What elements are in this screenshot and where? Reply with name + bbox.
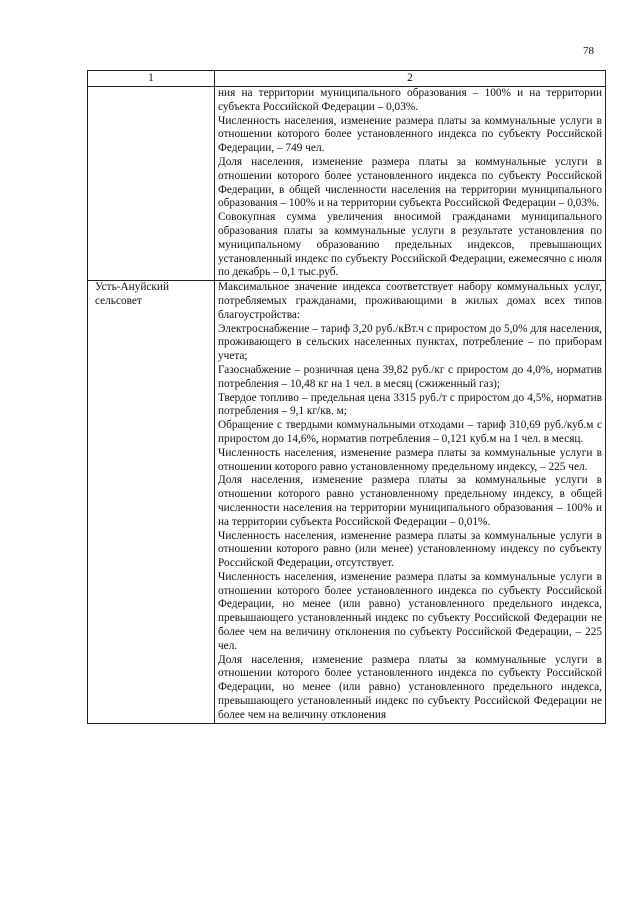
description-cell: [215, 281, 606, 724]
paragraph: Численность населения, изменение размера платы за коммунальные услуги в отношении которого более установленного индекса по субъекту Российской Федерации, но менее (или равно) установленного предельного индекса, превышающего установленный индекс по субъекту Российской Федерации не более чем на величину отклонения по субъекту Российской Федерации, – 225 чел.: [218, 570, 602, 652]
paragraph: Совокупная сумма увеличения вносимой гражданами муниципального образования платы за коммунальные услуги в результате установления по муниципальному образованию предельных индексов, превышающих установленный индекс по субъекту Российской Федерации, ежемесячно с июля по декабрь – 0,1 тыс.руб.: [218, 211, 602, 279]
paragraph: Электроснабжение – тариф 3,20 руб./кВт.ч с приростом до 5,0% для населения, проживающего в сельских населенных пунктах, потребление – по приборам учета;: [218, 322, 602, 363]
region-name: Усть-Ануйский сельсовет: [95, 281, 169, 307]
region-cell: [88, 87, 215, 281]
table-row: [88, 281, 606, 724]
paragraph: Доля населения, изменение размера платы за коммунальные услуги в отношении которого более установленного индекса по субъекту Российской Федерации, в общей численности населения на территории муниципального образования – 100% и на территории субъекта Российской Федерации – 0,03%.: [218, 155, 602, 210]
paragraph: Газоснабжение – розничная цена 39,82 руб./кг с приростом до 4,0%, норматив потребления – 10,48 кг на 1 чел. в месяц (сжиженный газ);: [218, 363, 602, 390]
paragraph: Доля населения, изменение размера платы за коммунальные услуги в отношении которого равно установленному предельному индексу, в общей численности населения на территории муниципального образования – 100% и на территории субъекта Российской Федерации – 0,01%.: [218, 474, 602, 528]
paragraph: Численность населения, изменение размера платы за коммунальные услуги в отношении которого равно установленному предельному индексу, – 225 чел.: [218, 446, 602, 473]
paragraph: Твердое топливо – предельная цена 3315 руб./т с приростом до 4,5%, норматив потребления – 9,1 кг/кв. м;: [218, 391, 602, 418]
paragraph: Численность населения, изменение размера платы за коммунальные услуги в отношении которого равно (или менее) установленному индексу по субъекту Российской Федерации, отсутствует.: [218, 529, 602, 570]
description-cell: [215, 87, 606, 281]
paragraph: ния на территории муниципального образования – 100% и на территории субъекта Российской Федерации – 0,03%.: [218, 87, 602, 113]
region-cell: [88, 281, 215, 724]
paragraph: Численность населения, изменение размера платы за коммунальные услуги в отношении которого более установленного индекса по субъекту Российской Федерации, – 749 чел.: [218, 114, 602, 155]
column-header-1: 1: [88, 71, 215, 87]
table-row: [88, 87, 606, 281]
column-header-2: 2: [215, 71, 606, 87]
paragraph: Обращение с твердыми коммунальными отходами – тариф 310,69 руб./куб.м с приростом до 14,6%, норматив потребления – 0,121 куб.м на 1 чел. в месяц.: [218, 419, 602, 445]
table-header-row: [88, 71, 606, 87]
paragraph: Максимальное значение индекса соответствует набору коммунальных услуг, потребляемых гражданами, проживающими в жилых домах всех типов благоустройства:: [218, 281, 602, 321]
page-number: 78: [583, 45, 594, 57]
document-table: [87, 70, 606, 724]
paragraph: Доля населения, изменение размера платы за коммунальные услуги в отношении которого более установленного индекса по субъекту Российской Федерации, но менее (или равно) установленного предельного индекса, превышающего установленный индекс по субъекту Российской Федерации не более чем на величину отклонения: [218, 653, 602, 721]
